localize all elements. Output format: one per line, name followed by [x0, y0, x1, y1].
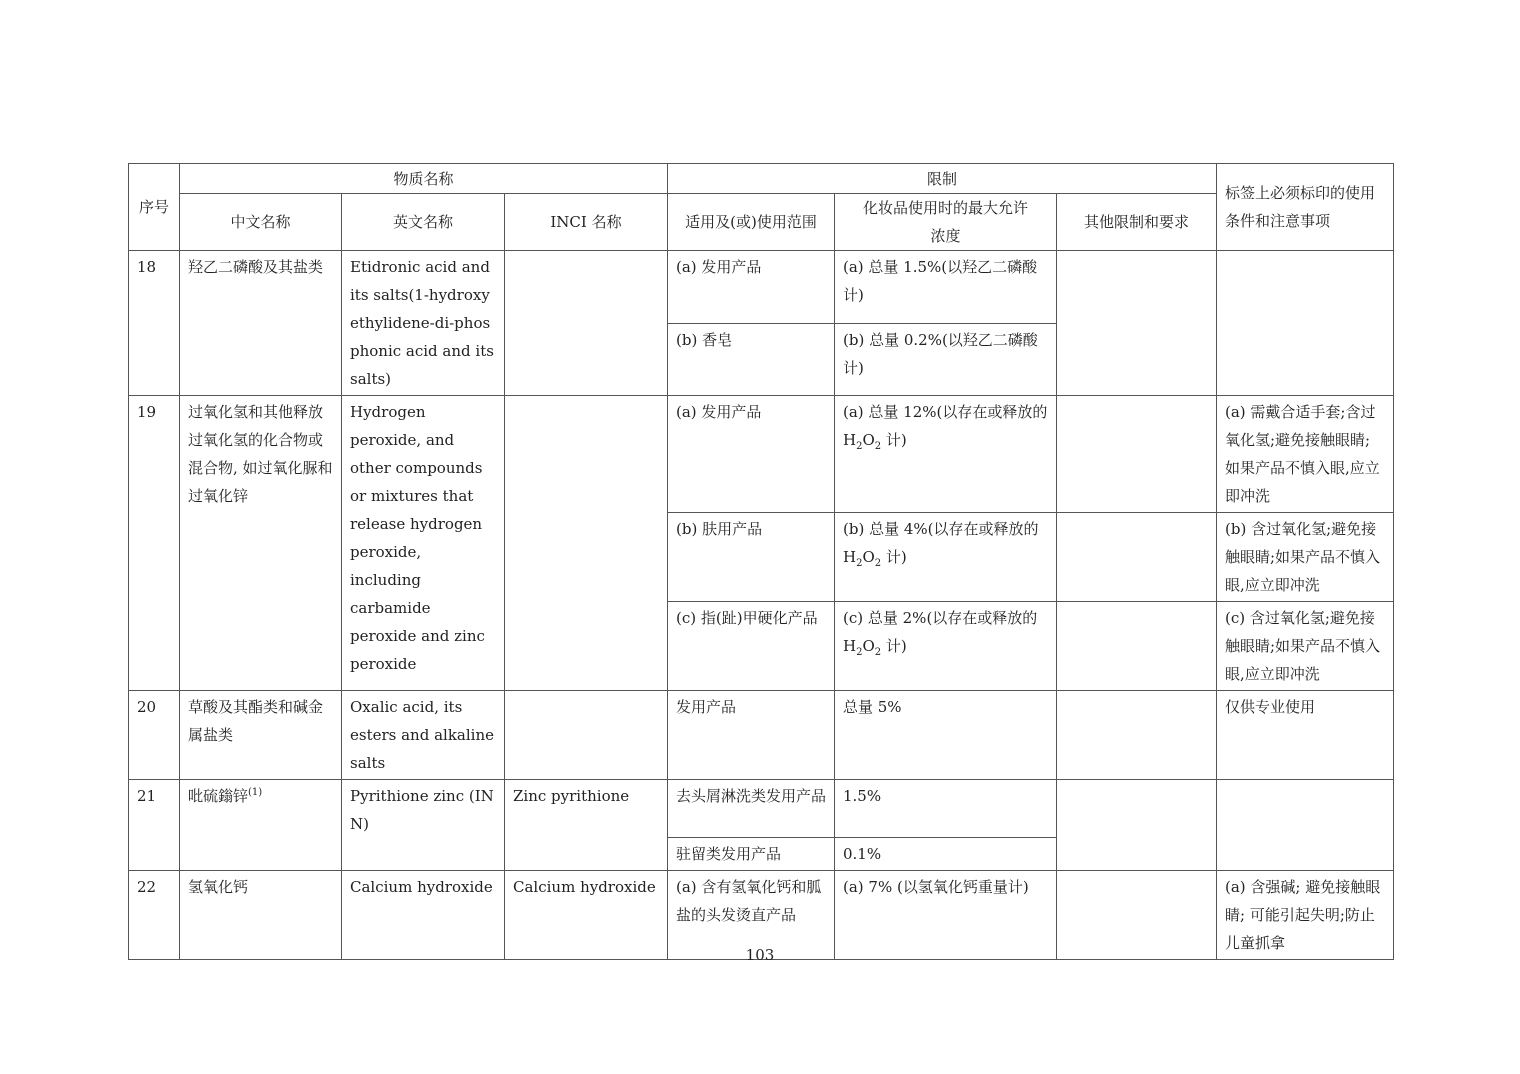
concentration-text: (a) 总量 12%(以存在或释放的 H: [843, 403, 1048, 449]
chinese-name-cell: 草酸及其酯类和碱金属盐类: [180, 691, 342, 780]
label-conditions-cell: 仅供专业使用: [1217, 691, 1394, 780]
row-number: 21: [129, 780, 180, 871]
label-conditions-cell: (c) 含过氧化氢;避免接触眼睛;如果产品不慎入眼,应立即冲洗: [1217, 602, 1394, 691]
subscript: 2: [856, 647, 863, 658]
oxygen-symbol: O: [862, 637, 875, 655]
other-restrictions-cell: [1057, 780, 1217, 871]
english-name-cell: Calcium hydroxide: [342, 871, 505, 960]
concentration-cell: [835, 396, 1057, 513]
other-restrictions-cell: [1057, 513, 1217, 602]
label-conditions-cell: [1217, 780, 1394, 871]
concentration-cell: 1.5%: [835, 780, 1057, 838]
oxygen-symbol: O: [862, 548, 875, 566]
concentration-cell: [835, 602, 1057, 691]
label-conditions-cell: (a) 含强碱; 避免接触眼睛; 可能引起失明;防止儿童抓拿: [1217, 871, 1394, 960]
scope-cell: 发用产品: [668, 691, 835, 780]
concentration-text: 计): [881, 548, 907, 566]
concentration-text: (c) 总量 2%(以存在或释放的 H: [843, 609, 1038, 655]
header-max-concentration: 化妆品使用时的最大允许浓度: [835, 194, 1057, 251]
other-restrictions-cell: [1057, 691, 1217, 780]
scope-cell: (a) 发用产品: [668, 251, 835, 324]
header-english-name: 英文名称: [342, 194, 505, 251]
english-name-cell: Hydrogen peroxide, and other compounds or mixtures that release hydrogen peroxide, including carbamide peroxide and zinc peroxide: [342, 396, 505, 691]
chinese-name-cell: 氢氧化钙: [180, 871, 342, 960]
row-number: 18: [129, 251, 180, 396]
header-other-restrictions: 其他限制和要求: [1057, 194, 1217, 251]
concentration-cell: (b) 总量 0.2%(以羟乙二磷酸计): [835, 323, 1057, 396]
concentration-cell: 0.1%: [835, 838, 1057, 871]
scope-cell: 去头屑淋洗类发用产品: [668, 780, 835, 838]
table-row: [129, 251, 1394, 324]
header-label-conditions: 标签上必须标印的使用条件和注意事项: [1217, 164, 1394, 251]
subscript: 2: [874, 441, 882, 452]
footnote-marker: (1): [248, 787, 263, 798]
concentration-cell: (a) 7% (以氢氧化钙重量计): [835, 871, 1057, 960]
inci-name-cell: [505, 396, 668, 691]
subscript: 2: [874, 558, 882, 569]
concentration-cell: [835, 513, 1057, 602]
subscript: 2: [856, 441, 863, 452]
english-name-cell: Etidronic acid and its salts(1-hydroxyethylidene-di-phosphonic acid and its salts): [342, 251, 505, 396]
label-conditions-cell: (b) 含过氧化氢;避免接触眼睛;如果产品不慎入眼,应立即冲洗: [1217, 513, 1394, 602]
concentration-text: 计): [881, 431, 907, 449]
label-conditions-cell: [1217, 251, 1394, 396]
header-substance-name: 物质名称: [180, 164, 668, 194]
english-name-cell: Pyrithione zinc (INN): [342, 780, 505, 871]
header-seq: 序号: [129, 164, 180, 251]
page-number: 103: [745, 946, 775, 964]
restricted-substances-table: [128, 163, 1394, 960]
scope-cell: 驻留类发用产品: [668, 838, 835, 871]
inci-name-cell: Zinc pyrithione: [505, 780, 668, 871]
subscript: 2: [874, 647, 882, 658]
inci-name-cell: [505, 691, 668, 780]
scope-cell: (a) 发用产品: [668, 396, 835, 513]
other-restrictions-cell: [1057, 602, 1217, 691]
chinese-name-cell: [180, 780, 342, 871]
header-inci-name: INCI 名称: [505, 194, 668, 251]
row-number: 19: [129, 396, 180, 691]
header-chinese-name: 中文名称: [180, 194, 342, 251]
concentration-cell: (a) 总量 1.5%(以羟乙二磷酸计): [835, 251, 1057, 324]
table-row: [129, 691, 1394, 780]
scope-cell: (c) 指(趾)甲硬化产品: [668, 602, 835, 691]
header-scope: 适用及(或)使用范围: [668, 194, 835, 251]
label-conditions-cell: (a) 需戴合适手套;含过氧化氢;避免接触眼睛; 如果产品不慎入眼,应立即冲洗: [1217, 396, 1394, 513]
subscript: 2: [856, 558, 863, 569]
scope-cell: (b) 香皂: [668, 323, 835, 396]
inci-name-cell: [505, 251, 668, 396]
chinese-name-cell: 羟乙二磷酸及其盐类: [180, 251, 342, 396]
chinese-name-cell: 过氧化氢和其他释放过氧化氢的化合物或混合物, 如过氧化脲和过氧化锌: [180, 396, 342, 691]
inci-name-cell: Calcium hydroxide: [505, 871, 668, 960]
table-row: [129, 396, 1394, 513]
concentration-text: (b) 总量 4%(以存在或释放的 H: [843, 520, 1039, 566]
row-number: 20: [129, 691, 180, 780]
english-name-cell: Oxalic acid, its esters and alkaline salts: [342, 691, 505, 780]
chinese-name-text: 吡硫鎓锌: [188, 787, 249, 805]
scope-cell: (a) 含有氢氧化钙和胍盐的头发烫直产品: [668, 871, 835, 960]
header-restriction: 限制: [668, 164, 1217, 194]
scope-cell: (b) 肤用产品: [668, 513, 835, 602]
oxygen-symbol: O: [862, 431, 875, 449]
concentration-cell: 总量 5%: [835, 691, 1057, 780]
other-restrictions-cell: [1057, 396, 1217, 513]
row-number: 22: [129, 871, 180, 960]
table-row: [129, 780, 1394, 838]
concentration-text: 计): [881, 637, 907, 655]
other-restrictions-cell: [1057, 251, 1217, 396]
